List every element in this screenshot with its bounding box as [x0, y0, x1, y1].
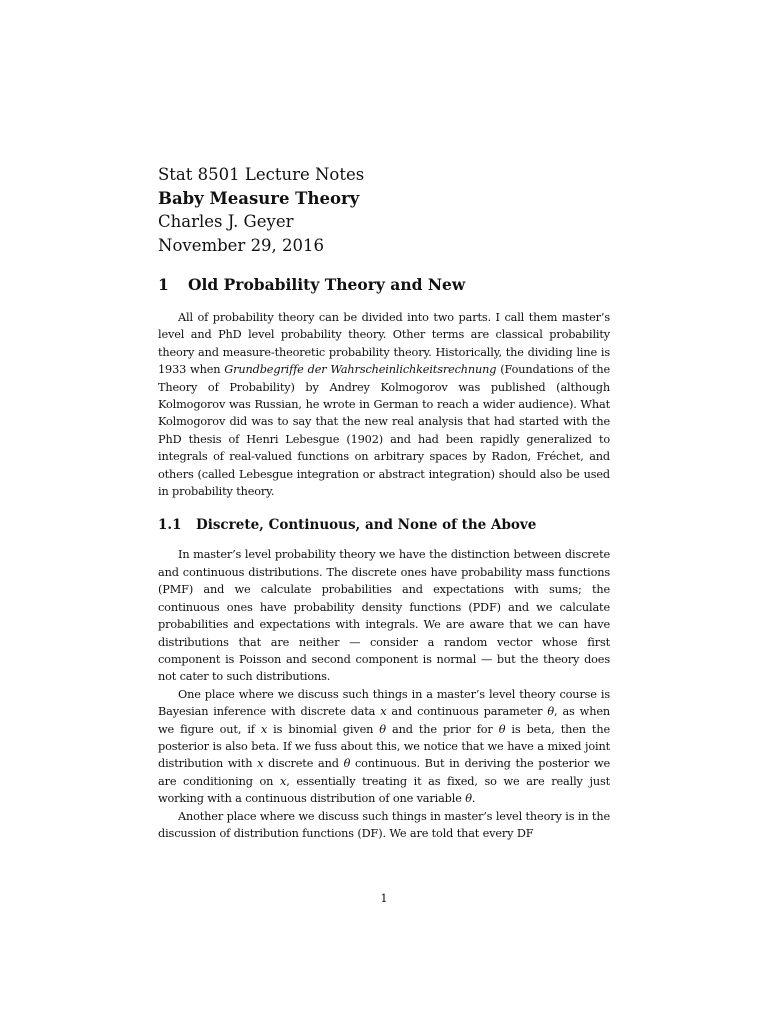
section-title: Old Probability Theory and New	[188, 275, 466, 294]
course-title: Stat 8501 Lecture Notes	[158, 165, 365, 184]
text-run: .	[471, 792, 476, 806]
section-1-paragraph	[158, 309, 610, 500]
math-var: θ	[379, 722, 386, 736]
subsection-1-1-heading	[158, 516, 610, 534]
math-var: θ	[498, 722, 506, 736]
author: Charles J. Geyer	[158, 212, 294, 231]
page-content	[158, 163, 610, 842]
text-run: , as when we figure out, if	[158, 705, 610, 736]
section-number: 1	[158, 275, 169, 294]
text-run: One place where we discuss such things in a master’s level theory course is Bayesian inference with discrete data	[158, 687, 610, 719]
math-var: θ	[343, 757, 351, 771]
text-run: continuous. But in deriving the posterior we are conditioning on	[158, 757, 610, 788]
text-run: discrete and	[263, 757, 344, 771]
date: November 29, 2016	[158, 235, 325, 255]
text-run: and the prior for	[385, 722, 499, 736]
book-title-italic: Grundbegriffe der Wahrscheinlichkeitsrechnung	[224, 363, 497, 377]
text-run: is binomial given	[267, 722, 380, 736]
text-run: All of probability theory can be divided into two parts. I call them master’s level and PhD level probability theory. Other terms are classical probability theory and measure-theoretic probability theory. Historically, the dividing line is 1933 when	[158, 311, 610, 377]
math-var: x	[257, 757, 264, 771]
math-var: x	[380, 705, 387, 719]
subsection-paragraph-3: Another place where we discuss such things in master’s level theory is in the discussion of distribution functions (DF). We are told that every DF	[158, 809, 610, 840]
math-var: x	[260, 722, 268, 736]
document-title: Baby Measure Theory	[158, 188, 360, 208]
text-run: and continuous parameter	[386, 705, 548, 719]
text-run: , essentially treating it as fixed, so we are really just working with a continuous distribution of one variable	[158, 774, 610, 806]
subsection-title: Discrete, Continuous, and None of the Above	[196, 517, 537, 534]
subsection-paragraph-1: In master’s level probability theory we have the distinction between discrete and continuous distributions. The discrete ones have probability mass functions (PMF) and we calculate probabilities and expectations with sums; the continuous ones have probability density functions (PDF) and we calculate probabilities and expectations with integrals. We are aware that we can have distributions that are neither — consider a random vector whose first component is Poisson and second component is normal — but the theory does not cater to such distributions.	[158, 548, 610, 684]
math-var: x	[279, 774, 287, 788]
section-1-heading	[158, 275, 610, 295]
math-var: θ	[547, 705, 555, 719]
page-number: 1	[380, 892, 388, 905]
text-run: is beta, then the posterior is also beta. If we fuss about this, we notice that we have a mixed joint distribution with	[158, 722, 610, 771]
text-run: (Foundations of the Theory of Probability) by Andrey Kolmogorov was published (although Kolmogorov was Russian, he wrote in German to reach a wider audience). What Kolmogorov did was to say that the new real analysis that had started with the PhD thesis of Henri Lebesgue (1902) and had been rapidly generalized to integrals of real-valued functions on arbitrary spaces by Radon, Fréchet, and others (called Lebesgue integration or abstract integration) should also be used in probability theory.	[158, 363, 610, 499]
subsection-paragraph-2	[158, 686, 610, 808]
math-var: θ	[465, 792, 472, 806]
subsection-number: 1.1	[158, 517, 182, 534]
